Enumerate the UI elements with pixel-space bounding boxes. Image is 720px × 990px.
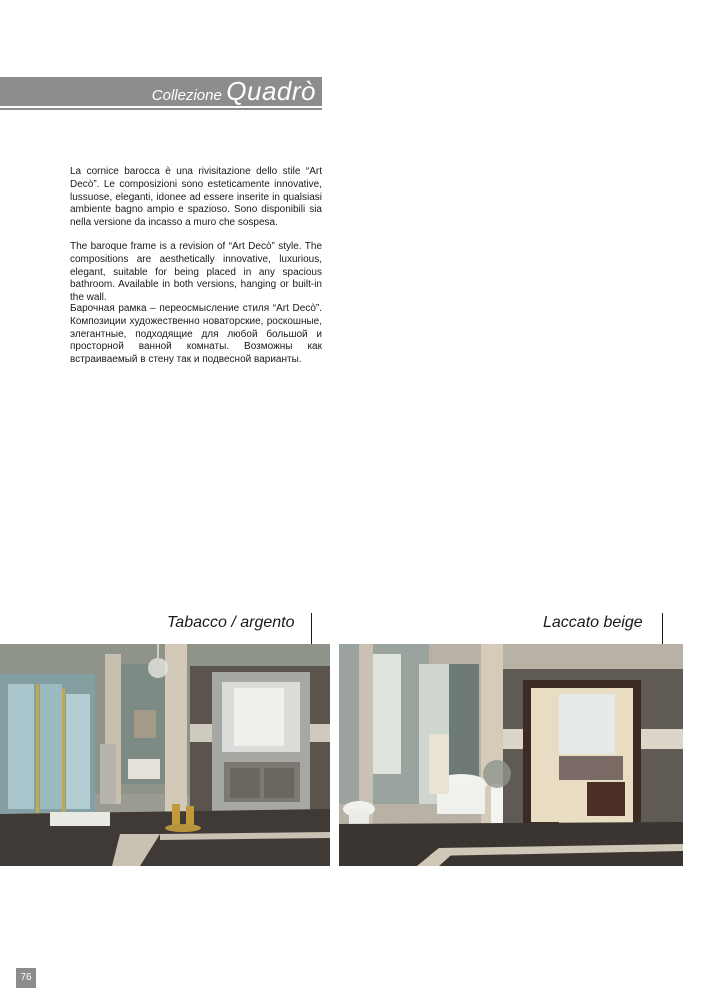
paragraph-english [70, 241, 322, 305]
paragraph-italian-text: La cornice barocca è una rivisitazione dello stile “Art Decò”. Le composizioni sono esteticamente innovative, lussuose, eleganti, idonee ad essere inserite in qualsiasi ambiente bagno ampio e spazioso. Sono disponibili sia nella versione da incasso a muro che sospesa. [70, 166, 322, 229]
collection-header-title [152, 77, 316, 106]
photo-caption-tabacco: Tabacco / argento [167, 614, 295, 631]
photo-caption-laccato: Laccato beige [543, 614, 643, 631]
header-title: Quadrò [226, 76, 316, 106]
bathroom-photo-laccato-beige [339, 644, 683, 866]
paragraph-russian [70, 303, 322, 367]
collection-header-band [0, 77, 322, 106]
header-prefix: Collezione [151, 87, 222, 104]
page-number: 76 [16, 968, 36, 988]
paragraph-russian-text: Барочная рамка – переосмысление стиля “Art Decò”. Композиции художественно новаторские, роскошные, элегантные, подходящие для любой большой и просторной ванной комнаты. Возможны как встраиваемый в стену так и подвесной варианты. [70, 303, 322, 366]
paragraph-italian [70, 166, 322, 230]
bathroom-photo-tabacco-argento [0, 644, 330, 866]
header-underline [0, 108, 322, 110]
paragraph-english-text: The baroque frame is a revision of “Art Decò” style. The compositions are aesthetically innovative, luxurious, elegant, suitable for being placed in any spacious bathroom. Available in both versions, hanging or built-in the wall. [70, 241, 322, 304]
